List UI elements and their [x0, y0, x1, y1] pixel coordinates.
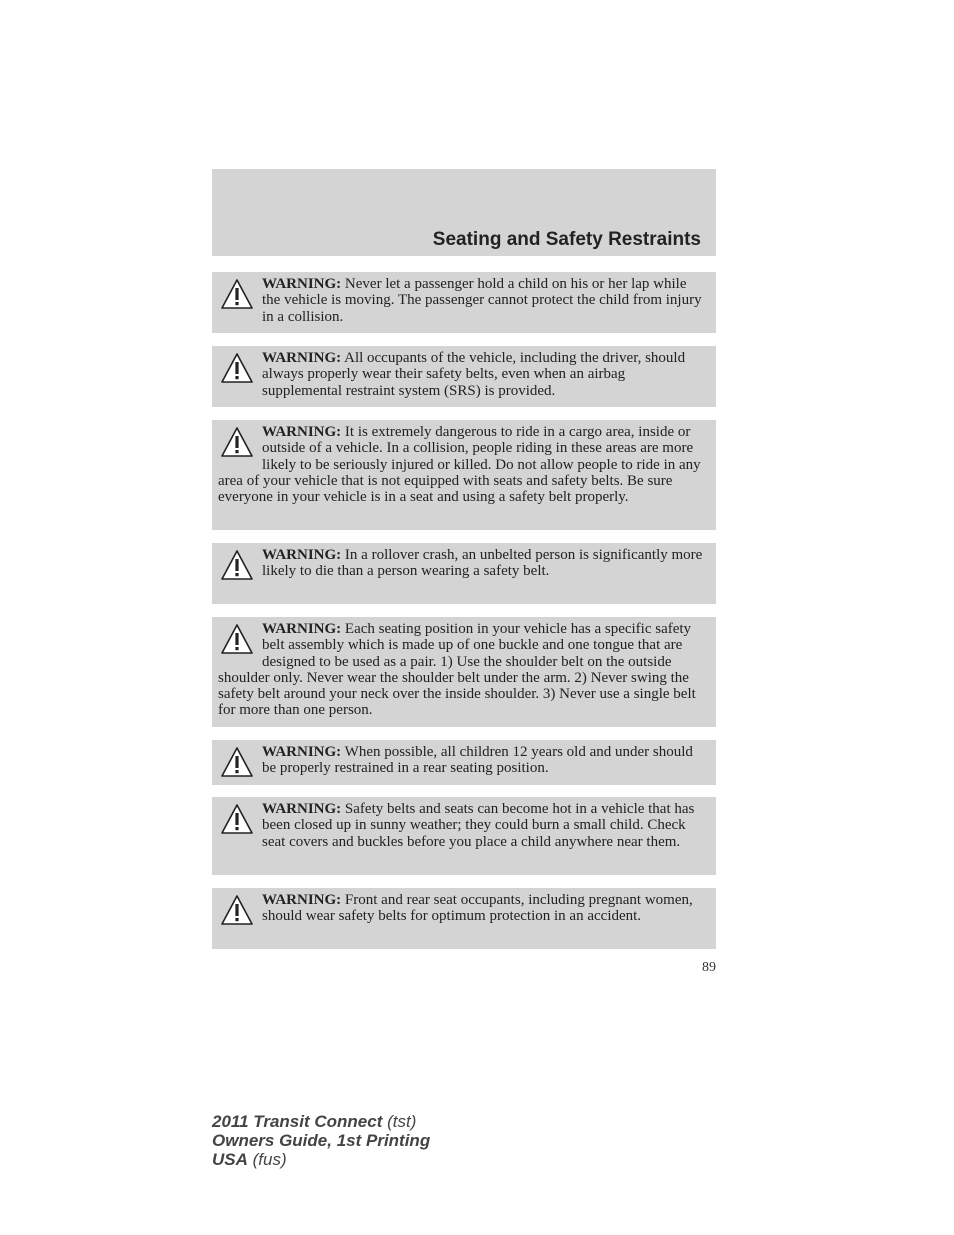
warning-triangle-icon	[220, 623, 254, 656]
warning-label: WARNING:	[262, 801, 342, 817]
warning-box	[212, 346, 716, 407]
warning-box	[212, 888, 716, 949]
warning-box	[212, 420, 716, 530]
warning-label: WARNING:	[262, 744, 342, 760]
warning-text: It is extremely dangerous to ride in a cargo area, inside or outside of a vehicle. In a collision, people riding in these areas are more likely to be seriously injured or killed. Do not allow people to ride in any area of your vehicle that is not equipped with seats and safety belts. Be sure everyone in your vehicle is in a seat and using a safety belt properly.	[218, 424, 701, 506]
warning-triangle-icon	[220, 352, 254, 385]
warning-box	[212, 617, 716, 727]
warning-triangle-icon	[220, 746, 254, 779]
warning-text: Never let a passenger hold a child on his or her lap while the vehicle is moving. The passenger cannot protect the child from injury in a collision.	[262, 276, 702, 325]
page-number: 89	[702, 960, 716, 975]
warning-text: All occupants of the vehicle, including the driver, should always properly wear their safety belts, even when an airbag supplemental restraint system (SRS) is provided.	[262, 350, 686, 399]
warning-label: WARNING:	[262, 276, 342, 292]
warning-triangle-icon	[220, 426, 254, 459]
warning-box	[212, 740, 716, 785]
section-title: Seating and Safety Restraints	[432, 229, 701, 250]
warning-text: In a rollover crash, an unbelted person is significantly more likely to die than a person wearing a safety belt.	[262, 547, 703, 580]
warning-label: WARNING:	[262, 350, 342, 366]
warning-triangle-icon	[220, 894, 254, 927]
warning-label: WARNING:	[262, 547, 342, 563]
warning-text: Safety belts and seats can become hot in a vehicle that has been closed up in sunny weather; they could burn a small child. Check seat covers and buckles before you place a child anywhere near them.	[262, 801, 695, 850]
footer-market: USA	[212, 1150, 248, 1169]
footer-line-2	[212, 1131, 430, 1150]
warning-triangle-icon	[220, 278, 254, 311]
section-header	[212, 169, 716, 256]
footer-line-1	[212, 1112, 430, 1131]
warning-box	[212, 543, 716, 604]
warning-label: WARNING:	[262, 621, 342, 637]
footer-model: 2011 Transit Connect	[212, 1112, 383, 1131]
warning-label: WARNING:	[262, 892, 342, 908]
footer-market-code: (fus)	[252, 1150, 287, 1169]
footer-line-3	[212, 1150, 430, 1169]
warning-text: Front and rear seat occupants, including pregnant women, should wear safety belts for optimum protection in an accident.	[262, 892, 693, 925]
warning-label: WARNING:	[262, 424, 342, 440]
warning-text: When possible, all children 12 years old and under should be properly restrained in a rear seating position.	[262, 744, 693, 777]
document-footer	[212, 1112, 430, 1169]
warning-triangle-icon	[220, 803, 254, 836]
warning-box	[212, 272, 716, 333]
warning-triangle-icon	[220, 549, 254, 582]
footer-edition: Owners Guide, 1st Printing	[212, 1131, 431, 1150]
warning-box	[212, 797, 716, 875]
footer-model-code: (tst)	[387, 1112, 417, 1131]
warning-text: Each seating position in your vehicle has a specific safety belt assembly which is made up of one buckle and one tongue that are designed to be used as a pair. 1) Use the shoulder belt on the outside shoulder only. Never wear the shoulder belt under the arm. 2) Never swing the safety belt around your neck over the inside shoulder. 3) Never use a single belt for more than one person.	[218, 621, 696, 719]
